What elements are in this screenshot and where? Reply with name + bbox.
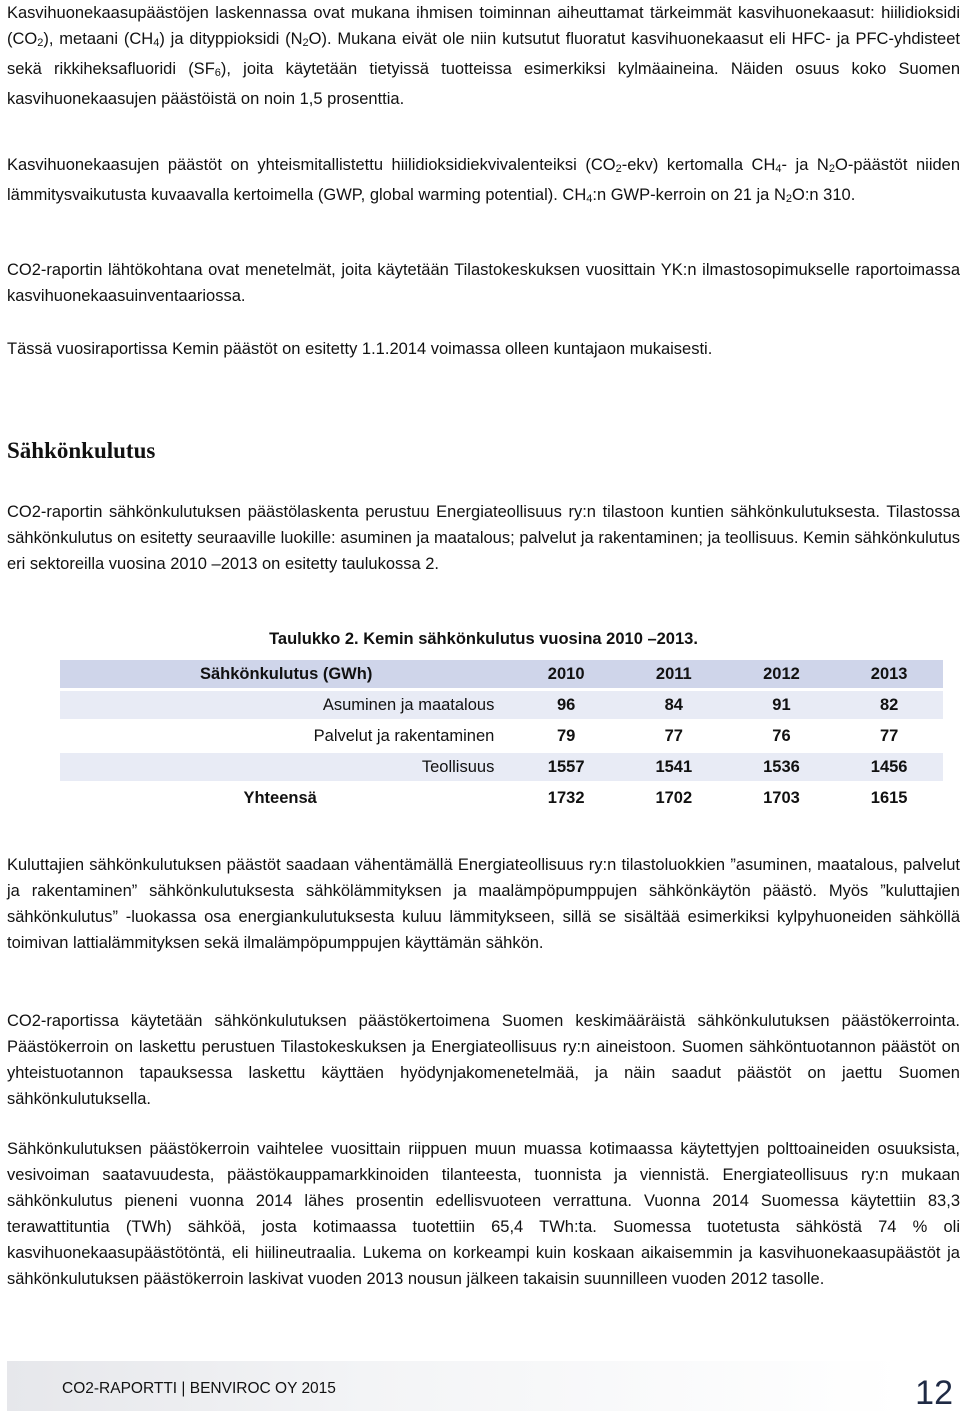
table-header-cell: 2011: [620, 660, 728, 688]
table-cell: 76: [728, 722, 836, 750]
table-header-cell: 2010: [512, 660, 620, 688]
paragraph-emission-factor: CO2-raportissa käytetään sähkönkulutuksen päästökertoimena Suomen keskimääräistä sähkönkulutuksen päästökerrointa. Päästökerroin on laskettu perustuen Tilastokeskuksen ja Energiateollisuus ry:n aineistoon. Suomen sähköntuotannon päästöt on yhteistuotannon tapauksessa laskettu käyttäen hyödynjakomenetelmää, ja näin saadut päästöt on jaettu Suomen sähkönkulutuksella.: [7, 1012, 960, 1108]
table-header-cell: Sähkönkulutus (GWh): [60, 660, 512, 688]
table-cell: 1456: [835, 753, 943, 781]
table-cell: 77: [835, 722, 943, 750]
table-cell: 1702: [620, 784, 728, 812]
table-row-label: Yhteensä: [60, 784, 512, 812]
table-cell: 77: [620, 722, 728, 750]
table-header-cell: 2013: [835, 660, 943, 688]
footer-text: CO2-RAPORTTI | BENVIROC OY 2015: [62, 1380, 336, 1397]
table-cell: 1615: [835, 784, 943, 812]
paragraph-factor-variation: Sähkönkulutuksen päästökerroin vaihtelee vuosittain riippuen muun muassa kotimaassa käytettyjen polttoaineiden osuuksista, vesivoiman saatavuudesta, päästökauppamarkkinoiden tilanteesta, tuonnista ja viennistä. Energiateollisuus ry:n mukaan sähkönkulutus pieneni vuonna 2014 lähes prosentin edellisvuoteen verrattuna. Vuonna 2014 Suomessa käytettiin 83,3 terawattituntia (TWh) sähköä, josta kotimaassa tuotettiin 65,4 TWh:ta. Suomessa tuotetusta sähköstä 74 % oli kasvihuonekaasupäästötöntä, eli hiilineutraalia. Lukema on korkeampi kuin koskaan aikaisemmin ja kasvihuonekaasupäästöt ja sähkönkulutuksen päästökerroin laskivat vuoden 2013 nousun jälkeen takaisin suunnilleen vuoden 2012 tasolle.: [7, 1140, 960, 1288]
section-heading: Sähkönkulutus: [7, 438, 156, 463]
table-cell: 91: [728, 691, 836, 719]
table-cell: 79: [512, 722, 620, 750]
table-cell: 84: [620, 691, 728, 719]
table-cell: 1732: [512, 784, 620, 812]
table-header-row: [60, 660, 943, 688]
table-cell: 1703: [728, 784, 836, 812]
table-total-row: [60, 784, 943, 812]
page-number: 12: [915, 1374, 953, 1412]
table-row: [60, 691, 943, 719]
paragraph-municipal-area: Tässä vuosiraportissa Kemin päästöt on esitetty 1.1.2014 voimassa olleen kuntajaon mukaisesti.: [7, 340, 713, 358]
paragraph-electricity-intro: CO2-raportin sähkönkulutuksen päästölaskenta perustuu Energiateollisuus ry:n tilastoon kuntien sähkönkulutuksesta. Tilastossa sähkönkulutus on esitetty seuraaville luokille: asuminen ja maatalous; palvelut ja rakentaminen; ja teollisuus. Kemin sähkönkulutus eri sektoreilla vuosina 2010 –2013 on esitetty taulukossa 2.: [7, 503, 960, 573]
paragraph-greenhouse-gases: Kasvihuonekaasupäästöjen laskennassa ovat mukana ihmisen toiminnan aiheuttamat tärkeimmät kasvihuonekaasut: hiilidioksidi $(CO_2)$, metaani $(CH_4)$ ja dityppioksidi $(N_2O)$. Mukana eivät ole niin kutsutut fluoratut kasvihuonekaasut eli HFC- ja PFC-yhdisteet sekä rikkiheksafluoridi $(SF_6)$, joita käytetään tietyissä tuotteissa esimerkiksi kylmäaineina. Näiden osuus koko Suomen kasvihuonekaasujen päästöistä on noin 1,5 prosenttia.: [7, 4, 960, 108]
table-caption: Taulukko 2. Kemin sähkönkulutus vuosina 2010 –2013.: [269, 630, 698, 648]
paragraph-gwp: Kasvihuonekaasujen päästöt on yhteismitallistettu hiilidioksidiekvivalenteiksi $(CO_2-ekv)$ kertomalla $CH_4-$ ja $N_2O$-päästöt niiden lämmitysvaikutusta kuvaavalla kertoimella (GWP, global warming potential). $CH_4:n$ GWP-kerroin on 21 ja $N_2O:n$ 310.: [7, 156, 960, 205]
table-cell: 96: [512, 691, 620, 719]
table-cell: 1557: [512, 753, 620, 781]
table-cell: 1541: [620, 753, 728, 781]
table-row-label: Palvelut ja rakentaminen: [60, 722, 512, 750]
table-row-label: Teollisuus: [60, 753, 512, 781]
table-header-cell: 2012: [728, 660, 836, 688]
table-row-label: Asuminen ja maatalous: [60, 691, 512, 719]
paragraph-consumer-electricity: Kuluttajien sähkönkulutuksen päästöt saadaan vähentämällä Energiateollisuus ry:n tilastoluokkien ”asuminen, maatalous, palvelut ja rakentaminen” sähkönkulutuksesta sähkölämmityksen ja maalämpöpumppujen sähkönkäytön päästö. Myös ”kuluttajien sähkönkulutus” -luokassa osa energiankulutuksesta kuluu lämmitykseen, sillä se sisältää esimerkiksi kylpyhuoneiden sähköllä toimivan lattialämmityksen sekä ilmalämpöpumppujen käyttämän sähkön.: [7, 856, 960, 952]
page-footer: [7, 1361, 903, 1411]
table-cell: 1536: [728, 753, 836, 781]
paragraph-methodology: CO2-raportin lähtökohtana ovat menetelmät, joita käytetään Tilastokeskuksen vuosittain YK:n ilmastosopimukselle raportoimassa kasvihuonekaasuinventaariossa.: [7, 261, 960, 305]
table-cell: 82: [835, 691, 943, 719]
table-row: [60, 753, 943, 781]
table-row: [60, 722, 943, 750]
electricity-table: [60, 657, 943, 815]
